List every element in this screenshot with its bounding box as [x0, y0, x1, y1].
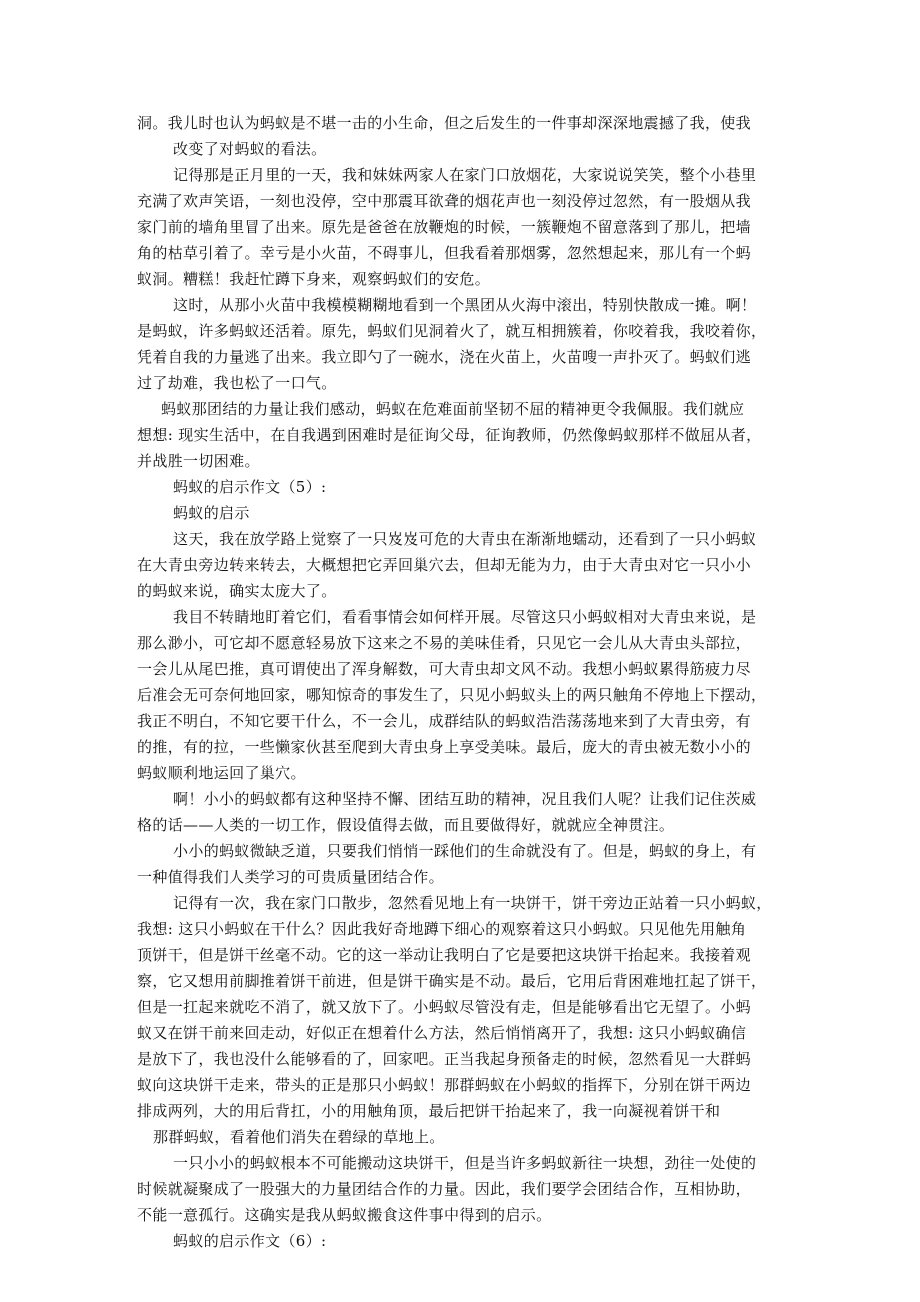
text-line: 角的枯草引着了。幸亏是小火苗，不碍事儿，但我看着那烟雾，忽然想起来，那儿有一个蚂 [137, 244, 752, 262]
text-line: 蚂蚁顺利地运回了巢穴。 [137, 764, 306, 782]
section-heading: 蚂蚁的启示作文（6）: [173, 1232, 327, 1250]
text-line: 凭着自我的力量逃了出来。我立即勺了一碗水，浇在火苗上，火苗嗖一声扑灭了。蚂蚁们逃 [137, 348, 752, 366]
paragraph-start: 一只小小的蚂蚁根本不可能搬动这块饼干，但是当许多蚂蚁新往一块想，劲往一处使的 [173, 1154, 757, 1172]
text-line: 洞。我儿时也认为蚂蚁是不堪一击的小生命，但之后发生的一件事却深深地震撼了我，使我 [137, 114, 752, 132]
paragraph-start: 蚂蚁那团结的力量让我们感动，蚂蚁在危难面前坚韧不屈的精神更令我佩服。我们就应 [161, 400, 745, 418]
paragraph-start: 小小的蚂蚁微缺乏道，只要我们悄悄一踩他们的生命就没有了。但是，蚂蚁的身上，有 [173, 842, 757, 860]
text-line: 充满了欢声笑语，一刻也没停，空中那震耳欲聋的烟花声也一刻没停过忽然，有一股烟从我 [137, 192, 752, 210]
text-line: 格的话——人类的一切工作，假设值得去做，而且要做得好，就就应全神贯注。 [137, 816, 675, 834]
paragraph-start: 记得那是正月里的一天，我和妹妹两家人在家门口放烟花，大家说说笑笑，整个小巷里 [173, 166, 757, 184]
text-line: 是放下了，我也没什么能够看的了，回家吧。正当我起身预备走的时候，忽然看见一大群蚂 [137, 1050, 752, 1068]
paragraph-start: 这天，我在放学路上觉察了一只岌岌可危的大青虫在渐渐地蠕动，还看到了一只小蚂蚁 [173, 530, 757, 548]
text-line: 顶饼干，但是饼干丝毫不动。它的这一举动让我明白了它是要把这块饼干抬起来。我接着观 [137, 946, 752, 964]
text-line: 那么渺小，可它却不愿意轻易放下这来之不易的美味佳肴，只见它一会儿从大青虫头部拉， [137, 634, 752, 652]
text-line: 在大青虫旁边转来转去，大概想把它弄回巢穴去，但却无能为力，由于大青虫对它一只小小 [137, 556, 752, 574]
text-line: 蚁洞。糟糕！我赶忙蹲下身来，观察蚂蚁们的安危。 [137, 270, 491, 288]
text-line: 那群蚂蚁，看着他们消失在碧绿的草地上。 [153, 1128, 445, 1146]
text-line: 改变了对蚂蚁的看法。 [173, 140, 327, 158]
paragraph-start: 这时，从那小火苗中我模模糊糊地看到一个黑团从火海中滚出，特别快散成一摊。啊！ [173, 296, 757, 314]
text-line: 并战胜一切困难。 [137, 452, 260, 470]
text-line: 的蚂蚁来说，确实太庞大了。 [137, 582, 337, 600]
section-heading: 蚂蚁的启示作文（5）: [173, 478, 327, 496]
text-line: 我正不明白，不知它要干什么，不一会儿，成群结队的蚂蚁浩浩荡荡地来到了大青虫旁，有 [137, 712, 752, 730]
text-line: 但是一扛起来就吃不消了，就又放下了。小蚂蚁尽管没有走，但是能够看出它无望了。小蚂 [137, 998, 752, 1016]
paragraph-start: 啊！小小的蚂蚁都有这种坚持不懈、团结互助的精神，况且我们人呢？让我们记住茨威 [173, 790, 757, 808]
paragraph-start: 我目不转睛地盯着它们，看看事情会如何样开展。尽管这只小蚂蚁相对大青虫来说，是 [173, 608, 757, 626]
text-line: 蚁向这块饼干走来，带头的正是那只小蚂蚁！那群蚂蚁在小蚂蚁的指挥下，分别在饼干两边 [137, 1076, 752, 1094]
text-line: 是蚂蚁，许多蚂蚁还活着。原先，蚂蚁们见洞着火了，就互相拥簇着，你咬着我，我咬着你， [137, 322, 767, 340]
text-line: 家门前的墙角里冒了出来。原先是爸爸在放鞭炮的时候，一簇鞭炮不留意落到了那儿，把墙 [137, 218, 752, 236]
text-line: 不能一意孤行。这确实是我从蚂蚁搬食这件事中得到的启示。 [137, 1206, 552, 1224]
text-line: 一会儿从尾巴推，真可谓使出了浑身解数，可大青虫却文风不动。我想小蚂蚁累得筋疲力尽 [137, 660, 752, 678]
text-line: 察，它又想用前脚推着饼干前进，但是饼干确实是不动。最后，它用后背困难地扛起了饼干， [137, 972, 767, 990]
text-line: 的推，有的拉，一些懒家伙甚至爬到大青虫身上享受美味。最后，庞大的青虫被无数小小的 [137, 738, 752, 756]
text-line: 时候就凝聚成了一股强大的力量团结合作的力量。因此，我们要学会团结合作，互相协助， [137, 1180, 752, 1198]
text-line: 排成两列，大的用后背扛，小的用触角顶，最后把饼干抬起来了，我一向凝视着饼干和 [137, 1102, 721, 1120]
paragraph-start: 记得有一次，我在家门口散步，忽然看见地上有一块饼干，饼干旁边正站着一只小蚂蚁， [173, 894, 772, 912]
text-line: 想想: 现实生活中，在自我遇到困难时是征询父母，征询教师，仍然像蚂蚁那样不做屈从者， [137, 426, 762, 444]
text-line: 过了劫难，我也松了一口气。 [137, 374, 337, 392]
text-line: 蚁又在饼干前来回走动，好似正在想着什么方法，然后悄悄离开了，我想: 这只小蚂蚁确信 [137, 1024, 747, 1042]
text-line: 后准会无可奈何地回家，哪知惊奇的事发生了，只见小蚂蚁头上的两只触角不停地上下摆动， [137, 686, 767, 704]
text-line: 一种值得我们人类学习的可贵质量团结合作。 [137, 868, 445, 886]
text-line: 我想: 这只小蚂蚁在干什么？因此我好奇地蹲下细心的观察着这只小蚂蚁。只见他先用触角 [137, 920, 747, 938]
essay-title: 蚂蚁的启示 [173, 504, 250, 522]
